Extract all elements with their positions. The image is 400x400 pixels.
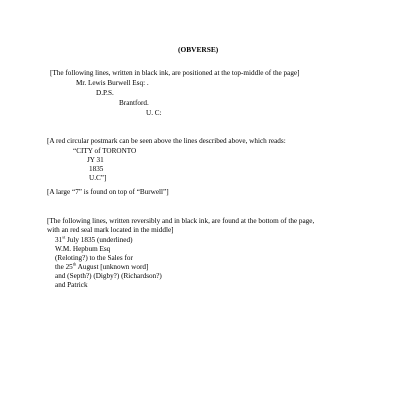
section3-note: [A large “7” is found on top of “Burwell”] <box>47 188 169 196</box>
section4-note-line-2: with an red seal mark located in the middle] <box>47 226 174 234</box>
page-title: (OBVERSE) <box>178 45 219 54</box>
section2-note: [A red circular postmark can be seen above the lines described above, which reads: <box>47 137 286 145</box>
line-25-suffix: th <box>72 261 77 267</box>
address-line-4: U. C: <box>146 109 162 117</box>
section1-note: [The following lines, written in black ink, are positioned at the top-middle of the page] <box>50 69 300 77</box>
reverse-line-2: (Reloting?) to the Sales for <box>55 254 133 262</box>
postmark-line-1: “CITY of TORONTO <box>73 147 137 155</box>
address-line-2: D.P.S. <box>96 89 114 97</box>
postmark-line-3: 1835 <box>89 165 104 173</box>
address-line-3: Brantford. <box>119 99 149 107</box>
date-rest: July 1835 (underlined) <box>65 236 133 244</box>
date-suffix: st <box>62 234 66 240</box>
postmark-line-4: U.C”] <box>89 174 107 182</box>
date-line <box>55 236 132 245</box>
reverse-line-4: and (Septh?) (Digby?) (Richardson?) <box>55 272 162 280</box>
date-day: 31 <box>55 236 63 244</box>
line-25-rest: August [unknown word] <box>76 263 149 271</box>
line-25-prefix: the 25 <box>55 263 73 271</box>
address-line-1: Mr. Lewis Burwell Esq: . <box>76 79 149 87</box>
section4-note-line-1: [The following lines, written reversibly and in black ink, are found at the bottom of the page, <box>47 217 315 225</box>
reverse-line-5: and Patrick <box>55 281 88 289</box>
reverse-line-1: W.M. Hepbum Esq <box>55 245 111 253</box>
postmark-line-2: JY 31 <box>87 156 104 164</box>
reverse-line-3 <box>55 263 148 272</box>
